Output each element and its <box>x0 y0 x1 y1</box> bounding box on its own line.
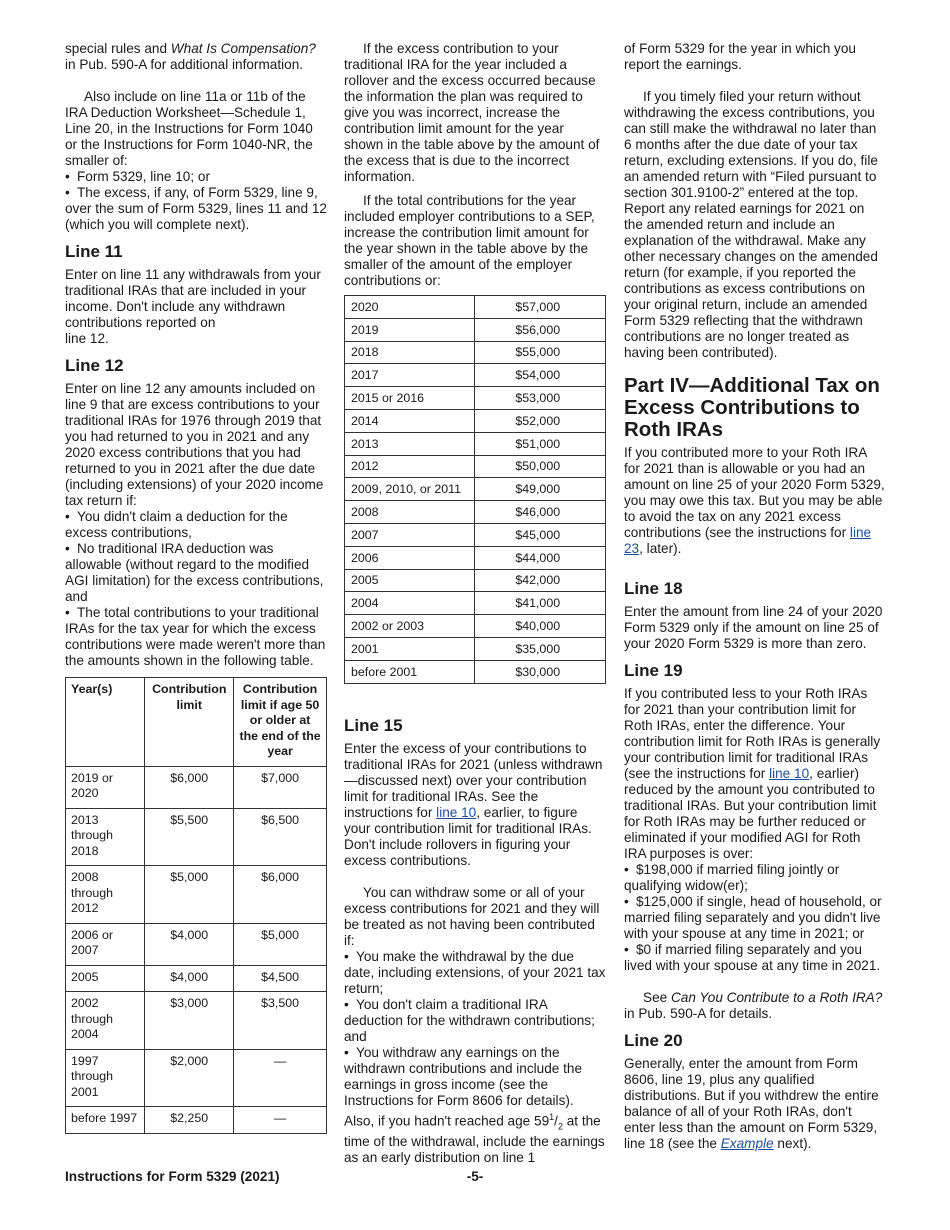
paragraph: If you contributed more to your Roth IRA for 2021 than is allowable or you had an amount on line 25 of your 2020 Form 5329, you may owe this tax. But you may be able to avoid the tax on any 2021 excess contributions (see the instructions for line 23, later). <box>624 445 885 556</box>
table-cell: $53,000 <box>475 387 606 410</box>
table-cell: $49,000 <box>475 478 606 501</box>
table-cell: 2015 or 2016 <box>345 387 475 410</box>
table-cell: $51,000 <box>475 432 606 455</box>
contribution-limit-table <box>65 677 327 1134</box>
page-number: -5- <box>466 1169 484 1184</box>
table-cell: 2013 through 2018 <box>66 808 145 866</box>
table-cell: 2007 <box>345 523 475 546</box>
table-cell: 1997 through 2001 <box>66 1049 145 1107</box>
table-cell: $54,000 <box>475 364 606 387</box>
table-cell: 2018 <box>345 341 475 364</box>
table-cell: $50,000 <box>475 455 606 478</box>
table-header: Contribution limit if age 50 or older at the end of the year <box>234 678 327 767</box>
bullet-item: • $125,000 if single, head of household, or married filing separately and you didn't live with your spouse at any time in 2021; or <box>624 894 882 941</box>
table-row <box>345 523 606 546</box>
table-row <box>345 637 606 660</box>
table-cell: $6,500 <box>234 808 327 866</box>
bullet-item: • You didn't claim a deduction for the excess contributions, <box>65 509 288 540</box>
line-23-link[interactable]: line 23 <box>624 525 872 556</box>
column-3 <box>624 41 886 1152</box>
table-cell: $4,500 <box>234 965 327 992</box>
paragraph: Enter on line 12 any amounts included on line 9 that are excess contributions to your traditional IRAs for 1976 through 2019 that you had returned to you in 2021 and any 2020 excess contributions that you had returned to you in 2021 after the due date (including extensions) of your 2020 income tax return if: <box>65 381 324 508</box>
table-cell: — <box>234 1107 327 1134</box>
table-row <box>345 387 606 410</box>
table-row <box>345 409 606 432</box>
heading-line-20: Line 20 <box>624 1031 683 1050</box>
table-row <box>345 592 606 615</box>
bullet-item: • Form 5329, line 10; or <box>65 169 210 184</box>
paragraph: Enter the amount from line 24 of your 2020 Form 5329 only if the amount on line 25 of your 2020 Form 5329 is more than zero. <box>624 604 883 651</box>
table-cell: $6,000 <box>234 866 327 924</box>
table-cell: $55,000 <box>475 341 606 364</box>
paragraph: If the total contributions for the year included employer contributions to a SEP, increase the contribution limit amount for the year shown in the table above by the smaller of the amount of the employer contributions or: <box>344 193 595 288</box>
table-cell: $42,000 <box>475 569 606 592</box>
footer-title: Instructions for Form 5329 (2021) <box>65 1169 280 1184</box>
sep-limit-table <box>344 295 606 684</box>
bullet-item: • $198,000 if married filing jointly or qualifying widow(er); <box>624 862 840 893</box>
table-cell: 2002 through 2004 <box>66 992 145 1050</box>
table-cell: $6,000 <box>145 766 234 808</box>
table-row <box>66 1049 327 1107</box>
table-cell: $7,000 <box>234 766 327 808</box>
table-row <box>345 455 606 478</box>
table-row <box>66 992 327 1050</box>
bullet-item: • You withdraw any earnings on the withdrawn contributions and include the earnings in gross income (see the Instructions for Form 8606 for details). Also, if you hadn't reached age $59^1/_2$ at the time of the withdrawal, include the earnings as an early distribution on line 1 <box>344 1044 605 1165</box>
table-row <box>66 1107 327 1134</box>
table-cell: $2,250 <box>145 1107 234 1134</box>
paragraph: You can withdraw some or all of your excess contributions for 2021 and they will be treated as not having been contributed if: <box>344 884 600 948</box>
table-cell: $30,000 <box>475 660 606 683</box>
paragraph: Generally, enter the amount from Form 8606, line 19, plus any qualified distributions. But if you withdrew the entire balance of all of your Roth IRAs, don't enter less than the amount on Form 5329, line 18 (see the Example next). <box>624 1056 879 1151</box>
table-cell: 2019 <box>345 318 475 341</box>
table-cell: 2001 <box>345 637 475 660</box>
table-cell: 2008 <box>345 501 475 524</box>
column-2 <box>344 41 606 1166</box>
table-cell: $52,000 <box>475 409 606 432</box>
table-row <box>345 364 606 387</box>
heading-line-18: Line 18 <box>624 579 683 598</box>
table-row <box>345 341 606 364</box>
table-cell: $5,000 <box>234 923 327 965</box>
table-cell: $2,000 <box>145 1049 234 1107</box>
table-row <box>345 478 606 501</box>
table-cell: $57,000 <box>475 296 606 319</box>
table-row <box>345 296 606 319</box>
paragraph: line 12. <box>65 331 109 346</box>
table-cell: 2005 <box>66 965 145 992</box>
table-row <box>66 808 327 866</box>
table-cell: — <box>234 1049 327 1107</box>
table-cell: $4,000 <box>145 923 234 965</box>
table-cell: before 1997 <box>66 1107 145 1134</box>
table-cell: $4,000 <box>145 965 234 992</box>
table-header: Contribution limit <box>145 678 234 767</box>
line-10-link[interactable]: line 10 <box>769 766 810 781</box>
table-cell: before 2001 <box>345 660 475 683</box>
table-row <box>345 569 606 592</box>
table-row <box>345 615 606 638</box>
column-1 <box>65 41 327 1134</box>
bullet-item: • No traditional IRA deduction was allowable (without regard to the modified AGI limitation) for the excess contributions, and <box>65 541 324 604</box>
paragraph: If you contributed less to your Roth IRAs for 2021 than your contribution limit for Roth IRAs, enter the difference. Your contribution limit for Roth IRAs is generally your contribution limit for traditional IRAs (see the instructions for line 10, earlier) reduced by the amount you contributed to traditional IRAs. But your contribution limit for Roth IRAs may be further reduced or eliminated if your modified AGI for Roth IRA purposes is over: <box>624 686 881 861</box>
table-cell: $44,000 <box>475 546 606 569</box>
heading-line-15: Line 15 <box>344 715 403 735</box>
table-cell: $5,500 <box>145 808 234 866</box>
bullet-item: • You make the withdrawal by the due date, including extensions, of your 2021 tax return; <box>344 948 606 996</box>
table-cell: $46,000 <box>475 501 606 524</box>
table-cell: 2020 <box>345 296 475 319</box>
table-cell: 2008 through 2012 <box>66 866 145 924</box>
table-cell: 2014 <box>345 409 475 432</box>
table-cell: $5,000 <box>145 866 234 924</box>
table-row <box>66 866 327 924</box>
table-cell: $56,000 <box>475 318 606 341</box>
heading-part-iv: Part IV—Additional Tax on Excess Contributions to Roth IRAs <box>624 374 880 441</box>
table-cell: 2004 <box>345 592 475 615</box>
paragraph: of Form 5329 for the year in which you report the earnings. <box>624 41 856 72</box>
paragraph: Enter the excess of your contributions to traditional IRAs for 2021 (unless withdrawn—discussed next) over your contribution limit for traditional IRAs. See the instructions for line 10, earlier, to figure your contribution limit for traditional IRAs. Don't include rollovers in figuring your excess contributions. <box>344 740 603 868</box>
table-cell: 2002 or 2003 <box>345 615 475 638</box>
paragraph: If you timely filed your return without withdrawing the excess contributions, you can still make the withdrawal no later than 6 months after the due date of your tax return, excluding extensions. If you do, file an amended return with “Filed pursuant to section 301.9100-2” entered at the top. Report any related earnings for 2021 on the amended return and include an explanation of the withdrawal. Make any other necessary changes on the amended return (for example, if you reported the contributions as excess contributions on your original return, include an amended Form 5329 reflecting that the withdrawn contributions are no longer treated as having been contributed). <box>624 89 878 360</box>
heading-line-11: Line 11 <box>65 242 123 261</box>
paragraph: special rules and What Is Compensation? in Pub. 590-A for additional information. <box>65 41 316 72</box>
table-cell: 2019 or 2020 <box>66 766 145 808</box>
bullet-item: • You don't claim a traditional IRA deduction for the withdrawn contributions; and <box>344 996 595 1044</box>
table-cell: 2005 <box>345 569 475 592</box>
table-cell: 2009, 2010, or 2011 <box>345 478 475 501</box>
bullet-item: • $0 if married filing separately and you lived with your spouse at any time in 2021. <box>624 942 881 973</box>
table-row <box>345 501 606 524</box>
table-cell: $41,000 <box>475 592 606 615</box>
heading-line-19: Line 19 <box>624 661 683 680</box>
bullet-item: • The total contributions to your traditional IRAs for the tax year for which the excess contributions were made weren't more than the amounts shown in the following table. <box>65 605 326 668</box>
table-row <box>66 965 327 992</box>
table-row <box>345 432 606 455</box>
table-row <box>66 766 327 808</box>
table-row <box>345 660 606 683</box>
table-cell: $40,000 <box>475 615 606 638</box>
example-link[interactable]: Example <box>720 1136 774 1151</box>
paragraph: Also include on line 11a or 11b of the IRA Deduction Worksheet—Schedule 1, Line 20, in the Instructions for Form 1040 or the Instructions for Form 1040-NR, the smaller of: <box>65 89 313 168</box>
table-header-row <box>66 678 327 767</box>
table-cell: 2013 <box>345 432 475 455</box>
table-row <box>66 923 327 965</box>
table-cell: 2012 <box>345 455 475 478</box>
line-10-link[interactable]: line 10 <box>436 804 477 820</box>
paragraph: See Can You Contribute to a Roth IRA? in Pub. 590-A for details. <box>624 990 883 1021</box>
table-cell: 2017 <box>345 364 475 387</box>
table-cell: 2006 or 2007 <box>66 923 145 965</box>
heading-line-12: Line 12 <box>65 356 124 375</box>
table-cell: $45,000 <box>475 523 606 546</box>
table-header: Year(s) <box>66 678 145 767</box>
table-row <box>345 318 606 341</box>
table-cell: $35,000 <box>475 637 606 660</box>
table-cell: $3,500 <box>234 992 327 1050</box>
table-cell: 2006 <box>345 546 475 569</box>
bullet-item: • The excess, if any, of Form 5329, line 9, over the sum of Form 5329, lines 11 and 12 (which you will complete next). <box>65 185 327 232</box>
paragraph: Enter on line 11 any withdrawals from your traditional IRAs that are included in your income. Don't include any withdrawn contributions reported on <box>65 267 321 330</box>
table-cell: $3,000 <box>145 992 234 1050</box>
paragraph: If the excess contribution to your traditional IRA for the year included a rollover and the excess occurred because the information the plan was required to give you was incorrect, increase the contribution limit amount for the year shown in the table above by the amount of the excess that is due to the incorrect information. <box>344 41 600 184</box>
table-row <box>345 546 606 569</box>
